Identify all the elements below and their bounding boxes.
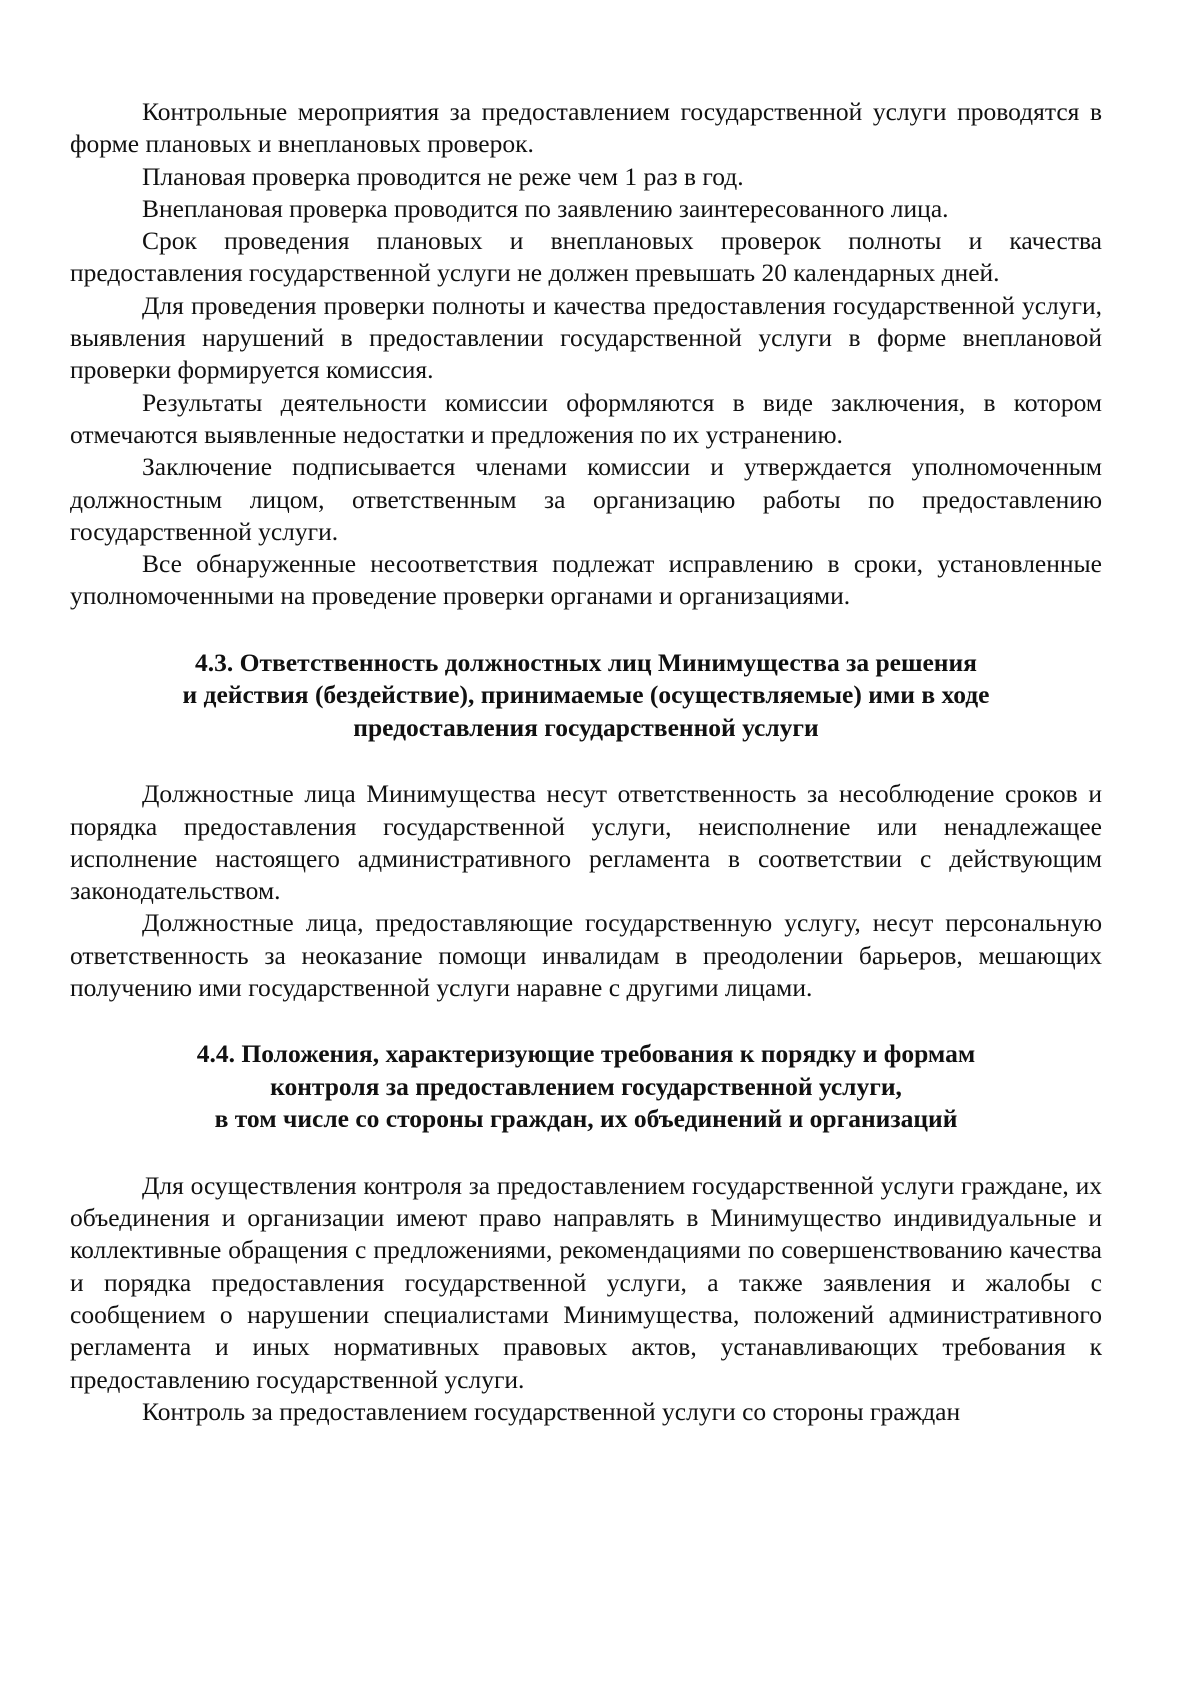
paragraph: Все обнаруженные несоответствия подлежат исправлению в сроки, установленные уполномоченными на проведение проверки органами и организациями. <box>70 549 1102 611</box>
paragraph: Должностные лица Минимущества несут ответственность за несоблюдение сроков и порядка предоставления государственной услуги, неисполнение или ненадлежащее исполнение настоящего административного регламента в соответствии с действующим законодательством. <box>70 779 1102 906</box>
control-measures-block <box>70 96 1102 613</box>
section-heading <box>70 1038 1102 1136</box>
paragraph: Заключение подписывается членами комиссии и утверждается уполномоченным должностным лицом, ответственным за организацию работы по предоставлению государственной услуги. <box>70 452 1102 546</box>
heading-line: и действия (бездействие), принимаемые (осуществляемые) ими в ходе <box>182 680 990 710</box>
paragraph: Должностные лица, предоставляющие государственную услугу, несут персональную ответственность за неоказание помощи инвалидам в преодолении барьеров, мешающих получению ими государственной услуги наравне с другими лицами. <box>70 908 1102 1003</box>
heading-line: в том числе со стороны граждан, их объединений и организаций <box>214 1104 958 1134</box>
heading-line: предоставления государственной услуги <box>353 712 819 742</box>
heading-line: 4.3. Ответственность должностных лиц Минимущества за решения <box>195 647 977 677</box>
paragraph: Контроль за предоставлением государственной услуги со стороны граждан <box>142 1396 961 1426</box>
paragraph: Результаты деятельности комиссии оформляются в виде заключения, в котором отмечаются выявленные недостатки и предложения по их устранению. <box>70 387 1102 449</box>
paragraph: Для проведения проверки полноты и качества предоставления государственной услуги, выявления нарушений в предоставлении государственной услуги в форме внеплановой проверки формируется комиссия. <box>70 290 1102 385</box>
heading-line: 4.4. Положения, характеризующие требования к порядку и формам <box>196 1039 976 1069</box>
paragraph: Контрольные мероприятия за предоставлением государственной услуги проводятся в форме плановых и внеплановых проверок. <box>70 97 1102 159</box>
section-4-4 <box>70 1038 1102 1428</box>
heading-line: контроля за предоставлением государственной услуги, <box>270 1071 902 1101</box>
paragraph: Срок проведения плановых и внеплановых проверок полноты и качества предоставления государственной услуги не должен превышать 20 календарных дней. <box>70 226 1102 288</box>
paragraph: Для осуществления контроля за предоставлением государственной услуги граждане, их объединения и организации имеют право направлять в Минимущество индивидуальные и коллективные обращения с предложениями, рекомендациями по совершенствованию качества и порядка предоставления государственной услуги, а также заявления и жалобы с сообщением о нарушении специалистами Минимущества, положений административного регламента и иных нормативных правовых актов, устанавливающих требования к предоставлению государственной услуги. <box>70 1170 1102 1394</box>
section-4-3 <box>70 647 1102 1005</box>
section-heading <box>70 647 1102 745</box>
paragraph: Плановая проверка проводится не реже чем 1 раз в год. <box>142 161 744 191</box>
paragraph: Внеплановая проверка проводится по заявлению заинтересованного лица. <box>142 193 949 223</box>
document-page <box>70 96 1102 1428</box>
